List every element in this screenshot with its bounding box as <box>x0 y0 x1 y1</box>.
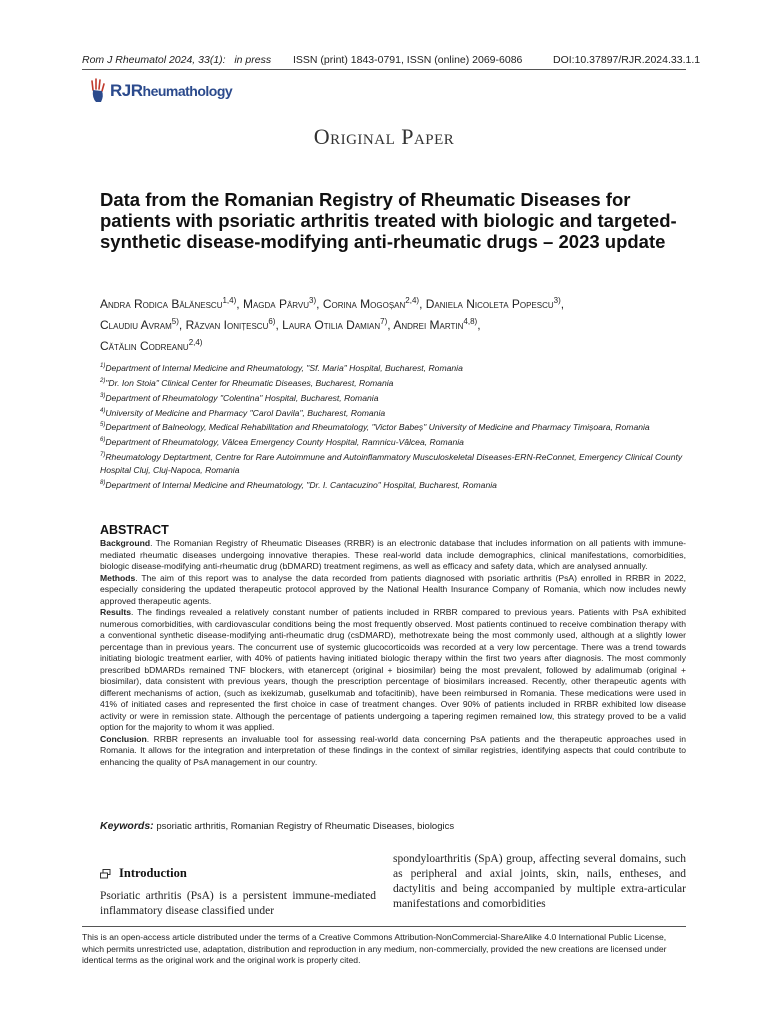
author-affiliation-mark: 5) <box>171 317 179 326</box>
author-name: Andrei Martin <box>393 318 464 332</box>
affiliation <box>100 390 690 405</box>
abstract-body <box>100 538 686 768</box>
author-affiliation-mark: 3) <box>553 296 561 305</box>
abstract-heading: ABSTRACT <box>100 523 169 537</box>
author-affiliation-mark: 2,4) <box>405 296 420 305</box>
keywords-label: Keywords: <box>100 820 154 832</box>
logo-prefix: RJR <box>110 81 143 100</box>
doi: DOI:10.37897/RJR.2024.33.1.1 <box>553 54 701 66</box>
license-notice: This is an open-access article distributed under the terms of a Creative Commons Attribution-NonCommercial-ShareAlike 4.0 International Public License, which permits unrestricted use, adaptation, distribution and reproduction in any medium, non-commercially, provided the new creations are licensed under identical terms as the original work and the original work is properly cited. <box>82 932 667 965</box>
author-affiliation-mark: 3) <box>309 296 317 305</box>
author-name: Laura Otilia Damian <box>282 318 381 332</box>
author-name: Daniela Nicoleta Popescu <box>425 297 554 311</box>
issn: ISSN (print) 1843-0791, ISSN (online) 2069-6086 <box>293 54 523 66</box>
affiliation <box>100 449 690 477</box>
keywords-text: psoriatic arthritis, Romanian Registry of Rheumatic Diseases, biologics <box>156 821 455 832</box>
publication-status: in press <box>234 54 272 66</box>
footer-divider <box>82 926 686 927</box>
affiliation-number: 1) <box>100 363 106 369</box>
intro-right-text: spondyloarthritis (SpA) group, affecting several domains, such as peripheral and axial joints, skin, nails, entheses, and dactylitis and being accompanied by multiple extra-articular manifestations and comorbidities <box>393 853 686 910</box>
affiliation-number: 7) <box>100 452 106 459</box>
abstract-methods: Methods. The aim of this report was to analyse the data recorded from patients diagnosed with psoriatic arthritis (PsA) enrolled in RRBR in 2022, especially considering the updated therapeutic protocol approved by the National Health Insurance Company of Romania, which now includes newly approved therapeutic agents. <box>100 572 686 606</box>
author-name: Claudiu Avram <box>100 318 172 332</box>
intro-left-column <box>100 866 376 919</box>
affiliation <box>100 375 690 390</box>
article-title: Data from the Romanian Registry of Rheumatic Diseases for patients with psoriatic arthritis treated with biologic and targeted-synthetic disease-modifying anti-rheumatic drugs – 2023 update <box>100 189 677 252</box>
affiliation-text: Department of Rheumatology "Colentina" Hospital, Bucharest, Romania <box>105 392 379 403</box>
keywords <box>100 820 454 832</box>
affiliation <box>100 419 690 434</box>
affiliation-number: 2) <box>100 377 106 384</box>
affiliation-text: Department of Internal Medicine and Rheumatology, "Dr. I. Cantacuzino" Hospital, Bucharest, Romania <box>105 479 497 490</box>
affiliation-text: Department of Balneology, Medical Rehabilitation and Rheumatology, "Victor Babeș" University of Medicine and Pharmacy Timișoara, Romania <box>105 422 650 433</box>
intro-right-column <box>393 852 686 912</box>
abstract-conclusion: Conclusion. RRBR represents an invaluable tool for assessing real-world data concerning PsA patients and the therapeutic approaches used in Romania. It allows for the integration and interpretation of these findings in the context of similar registries, identifying aspects that could contribute to enhancing the quality of PsA management in our country. <box>100 733 686 767</box>
header-divider <box>82 69 686 70</box>
author-affiliation-mark: 2,4) <box>188 338 203 347</box>
author-affiliation-mark: 7) <box>380 317 388 326</box>
intro-left-text: Psoriatic arthritis (PsA) is a persistent immune-mediated inflammatory disease classified under <box>100 890 376 917</box>
intro-heading-text: Introduction <box>119 866 187 880</box>
affiliation-text: Rheumatology Deptartment, Centre for Rare Autoimmune and Autoinflammatory Musculoskeletal Diseases-ERN-ReConnet, Emergency Clinical County Hospital Cluj, Cluj-Napoca, Romania <box>100 452 683 476</box>
author-list: Andra Rodica Bălănescu$^{1,4)}$, Magda Pârvu$^{3)}$, Corina Mogoșan$^{2,4)}$, Daniela Nicoleta Popescu$^{3)}$, Claudiu Avram$^{5)}$, Răzvan Ionițescu$^{6)}$, Laura Otilia Damian$^{7)}$, Andrei Martin$^{4,8)}$, Cătălin Codreanu$^{2,4)}$ <box>100 296 565 353</box>
affiliation <box>100 360 690 375</box>
affiliation-number: 6) <box>100 437 106 444</box>
affiliation-number: 5) <box>100 422 106 429</box>
intro-heading <box>100 866 376 881</box>
author-affiliation-mark: 4,8) <box>463 317 478 326</box>
affiliation-number: 8) <box>100 480 106 487</box>
affiliation-text: "Dr. Ion Stoia" Clinical Center for Rheumatic Diseases, Bucharest, Romania <box>105 377 394 388</box>
author-affiliation-mark: 6) <box>268 317 276 326</box>
affiliation-text: Department of Internal Medicine and Rheumatology, "Sf. Maria" Hospital, Bucharest, Romania <box>105 362 463 373</box>
journal-logo <box>90 78 232 104</box>
logo-suffix: heumathology <box>142 83 233 99</box>
abstract-background: Background. The Romanian Registry of Rheumatic Diseases (RRBR) is an electronic database that includes information on all patients with immune-mediated rheumatic diseases undergoing innovative therapies. These real-world data include demographics, clinical manifestations, comorbidities, biologic disease-modifying anti-rheumatic drug (bDMARD) treatment regimens, as well as efficacy and safety data, which are analysed annually. <box>100 538 686 571</box>
affiliation-list <box>100 360 690 492</box>
hand-logo-icon <box>90 78 106 104</box>
journal-reference: Rom J Rheumatol 2024, 33(1): in press <box>82 54 272 66</box>
article-type: Original Paper <box>313 124 455 149</box>
author-name: Cătălin Codreanu <box>100 339 189 353</box>
affiliation <box>100 434 690 449</box>
author-name: Corina Mogoșan <box>322 297 406 311</box>
author-name: Răzvan Ionițescu <box>185 318 269 332</box>
affiliation-number: 3) <box>100 392 106 399</box>
author-name: Andra Rodica Bălănescu <box>100 297 223 311</box>
author-name: Magda Pârvu <box>242 297 310 311</box>
affiliation-number: 4) <box>100 407 106 414</box>
abstract-results: Results. The findings revealed a relatively constant number of patients included in RRBR compared to previous years. Patients with PsA exhibited numerous comorbidities, with cardiovascular conditions being the most frequently observed. Most patients continued to receive combination therapy with a conventional synthetic disease-modifying anti-rheumatic drug (csDMARD), methotrexate being the most commonly used, although at a slightly lower percentage than in previous years. The concurrent use of systemic glucocorticoids was recorded at a very low percentage. There was a trend towards initiating biologic treatment earlier, with 40% of patients having initiated biologic therapy within the first two years after diagnosis. The most commonly prescribed bDMARDs remained TNF blockers, with etanercept (original + biosimilar) being the most prevalent, followed by adalimumab (original + biosimilar), data consistent with previous years, though the prescription percentage of biosimilars increased. Recently, other therapeutic agents with different mechanisms of action, (such as ixekizumab, guselkumab and tofacitinib), have been reimbursed in Romania. These medications were used in 41% of initiated cases and represented the first choice in case of treatment changes. Over 90% of patients included in RRBR exhibited low disease activity or were in remission state. Although the percentage of patients undergoing a tapering regimen remained low, this strategy proved to be a valid option for the majority to whom it was applied. <box>100 607 686 732</box>
affiliation <box>100 405 690 420</box>
affiliation-text: Department of Rheumatology, Vâlcea Emergency County Hospital, Ramnicu-Vâlcea, Romania <box>105 437 464 448</box>
affiliation <box>100 477 690 492</box>
affiliation-text: University of Medicine and Pharmacy "Carol Davila", Bucharest, Romania <box>105 407 386 418</box>
author-affiliation-mark: 1,4) <box>222 296 237 305</box>
section-icon <box>100 869 111 879</box>
